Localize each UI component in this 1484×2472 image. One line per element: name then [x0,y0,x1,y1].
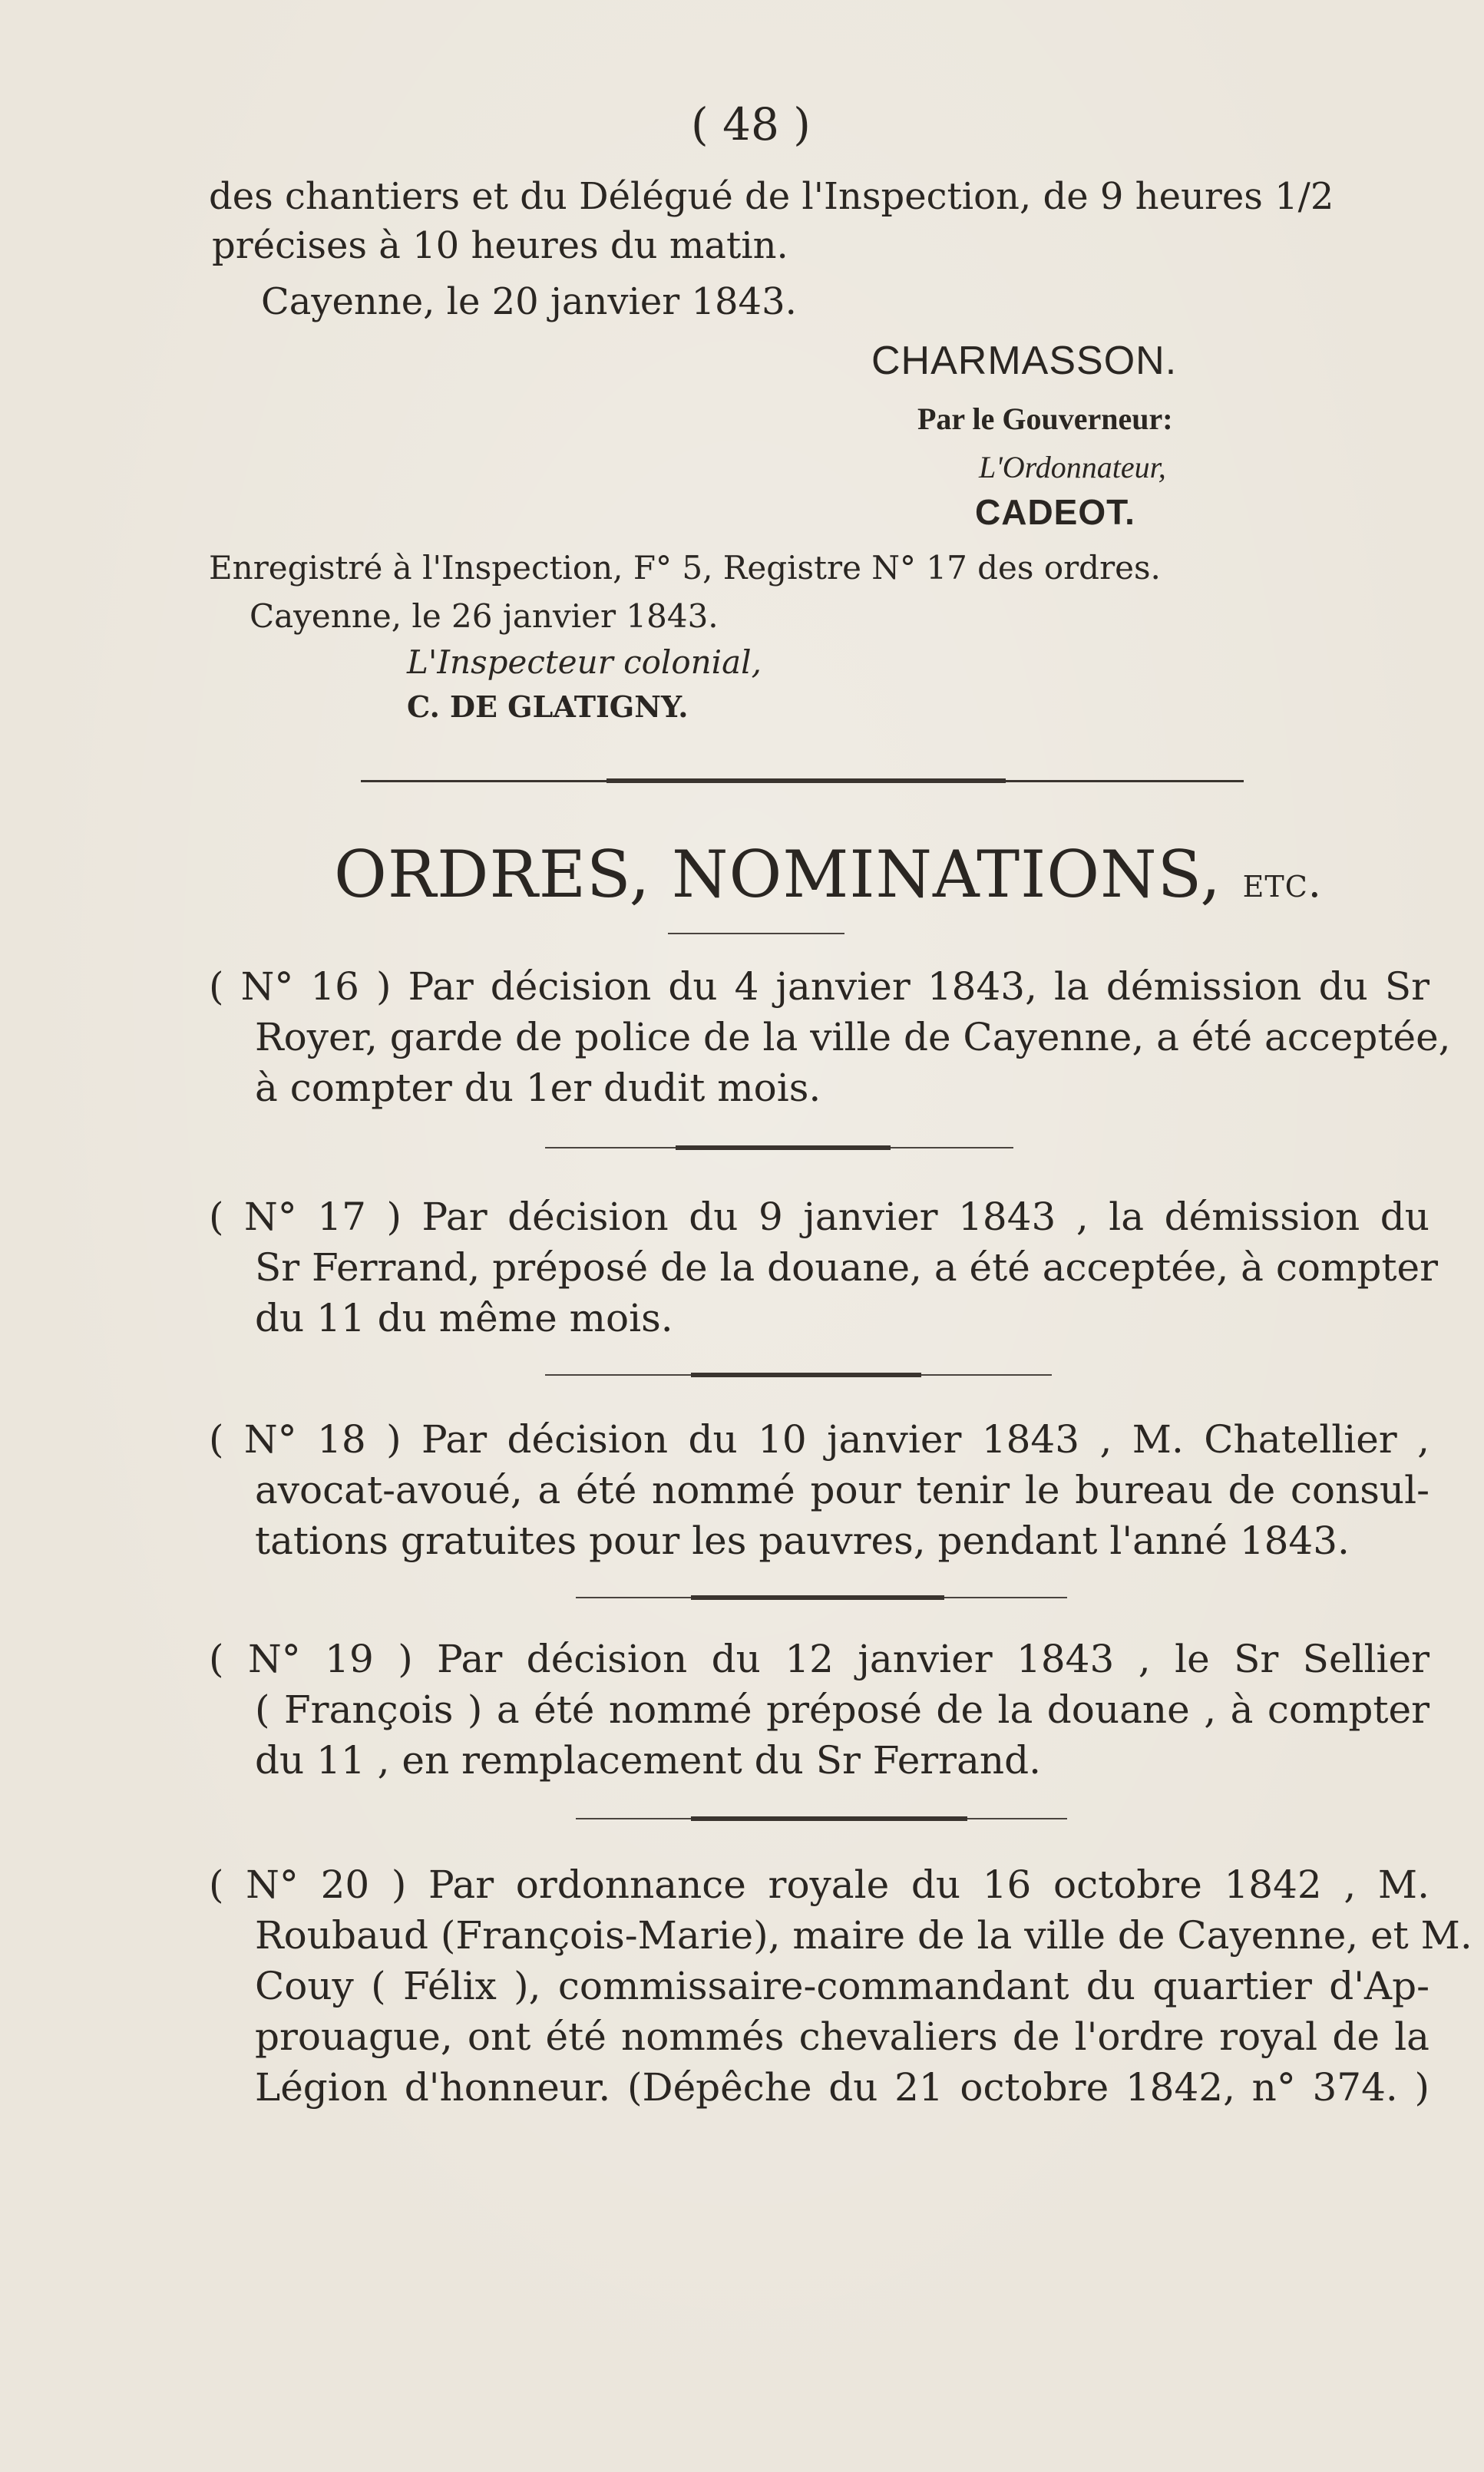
entry-separator-center [676,1145,891,1150]
signature-governor: CHARMASSON. [871,339,1178,383]
entry-separator-center [691,1373,921,1377]
heading-main: ORDRES, NOMINATIONS, [334,837,1221,912]
registration-line-1: Enregistré à l'Inspection, F° 5, Registre N° 17 des ordres. [209,549,1161,587]
heading-etc: etc. [1242,858,1322,907]
entry-20 [209,1859,1472,2113]
registration-role: L'Inspecteur colonial, [407,643,762,681]
entry-18 [209,1414,1429,1566]
entry-line: avocat-avoué, a été nommé pour tenir le bureau de consul- [255,1468,1429,1512]
entry-line: à compter du 1er dudit mois. [255,1066,821,1110]
entry-line: Légion d'honneur. (Dépêche du 21 octobre 1842, n° 374. ) [255,2065,1429,2110]
signature-role: L'Ordonnateur, [979,450,1166,484]
section-heading [334,837,1322,912]
entry-separator-center [691,1595,944,1600]
header-line-1: des chantiers et du Délégué de l'Inspection, de 9 heures 1/2 [209,175,1334,218]
entry-line: ( N° 18 ) Par décision du 10 janvier 1843 , M. Chatellier , [209,1417,1429,1462]
entry-17 [209,1191,1438,1343]
entry-line: ( N° 20 ) Par ordonnance royale du 16 octobre 1842 , M. [209,1862,1429,1907]
entry-line: du 11 , en remplacement du Sr Ferrand. [255,1738,1041,1783]
signature-name: CADEOT. [975,492,1135,532]
heading-underline [668,933,844,934]
entry-line: Sr Ferrand, préposé de la douane, a été acceptée, à compter [255,1245,1438,1290]
entry-line: ( N° 17 ) Par décision du 9 janvier 1843 , la démission du [209,1195,1429,1239]
registration-line-2: Cayenne, le 26 janvier 1843. [250,597,719,635]
entry-16 [209,961,1451,1113]
page-number: ( 48 ) [691,98,811,150]
entry-line: tations gratuites pour les pauvres, pendant l'anné 1843. [255,1519,1350,1563]
entry-line: ( François ) a été nommé préposé de la douane , à compter [255,1687,1429,1732]
entry-19 [209,1634,1429,1786]
entry-line: du 11 du même mois. [255,1296,673,1340]
header-line-2: précises à 10 heures du matin. [212,224,788,267]
entry-line: ( N° 19 ) Par décision du 12 janvier 1843 , le Sr Sellier [209,1637,1429,1681]
entry-separator-center [691,1816,967,1821]
header-place-date: Cayenne, le 20 janvier 1843. [261,280,797,323]
signature-by: Par le Gouverneur: [917,402,1173,436]
separator-rule-center [606,778,1006,783]
registration-name: C. DE GLATIGNY. [407,689,689,724]
entry-line: ( N° 16 ) Par décision du 4 janvier 1843, la démission du Sr [209,964,1429,1009]
entry-line: prouague, ont été nommés chevaliers de l'ordre royal de la [255,2014,1429,2059]
entry-line: Royer, garde de police de la ville de Cayenne, a été acceptée, [255,1015,1451,1059]
entry-line: Couy ( Félix ), commissaire-commandant du quartier d'Ap- [255,1964,1429,2008]
entry-line: Roubaud (François-Marie), maire de la ville de Cayenne, et M. [255,1913,1472,1958]
